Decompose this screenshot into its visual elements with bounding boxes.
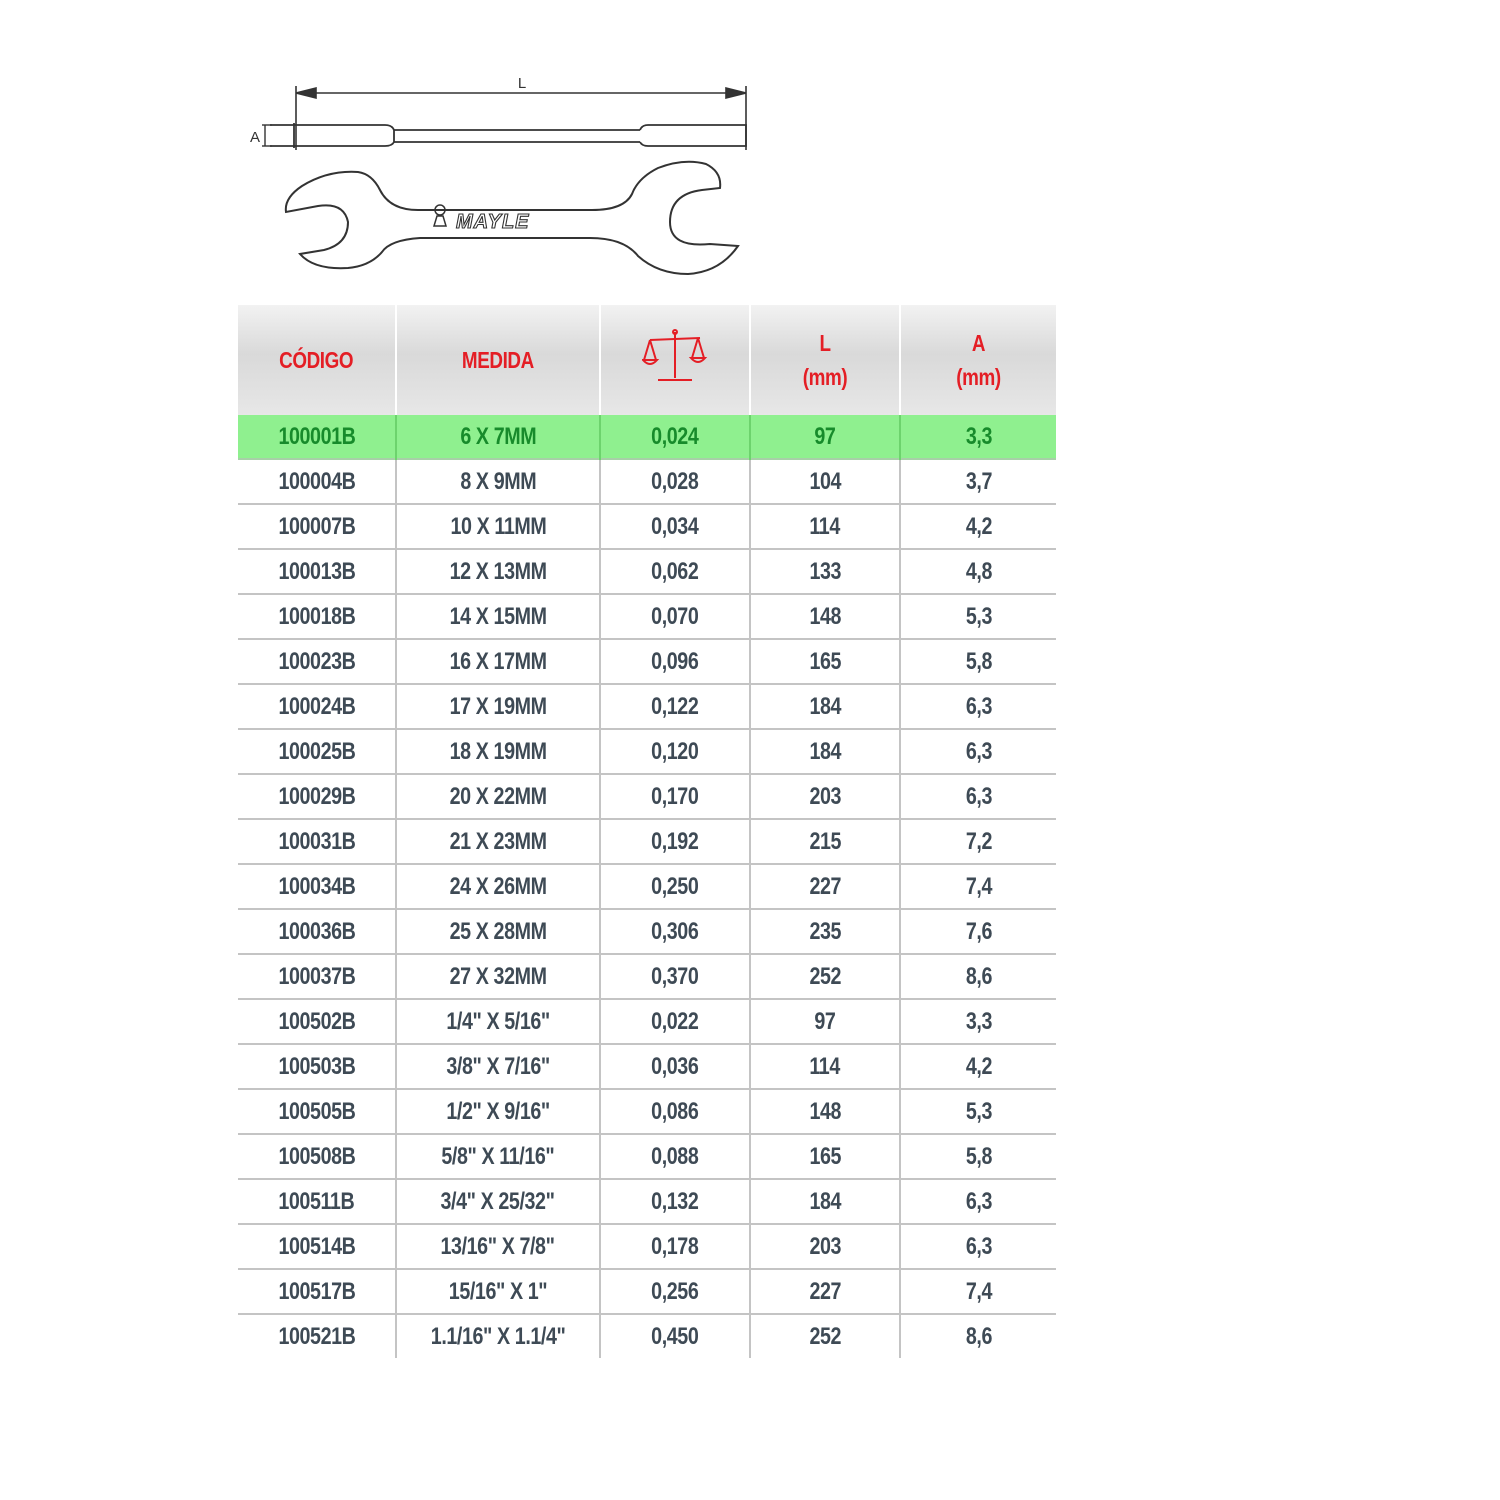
cell-size: 15/16" X 1" (396, 1269, 600, 1314)
cell-thickness: 7,2 (900, 819, 1056, 864)
cell-code: 100024B (238, 684, 396, 729)
cell-length: 104 (750, 459, 900, 504)
cell-code: 100511B (238, 1179, 396, 1224)
cell-weight: 0,036 (600, 1044, 750, 1089)
cell-size: 10 X 11MM (396, 504, 600, 549)
cell-code: 100508B (238, 1134, 396, 1179)
cell-code: 100502B (238, 999, 396, 1044)
cell-size: 1/4" X 5/16" (396, 999, 600, 1044)
cell-code: 100025B (238, 729, 396, 774)
cell-thickness: 5,8 (900, 639, 1056, 684)
cell-weight: 0,028 (600, 459, 750, 504)
cell-length: 215 (750, 819, 900, 864)
cell-code: 100036B (238, 909, 396, 954)
cell-size: 20 X 22MM (396, 774, 600, 819)
cell-thickness: 6,3 (900, 1179, 1056, 1224)
table-row (238, 1314, 1056, 1358)
cell-code: 100004B (238, 459, 396, 504)
cell-thickness: 3,3 (900, 415, 1056, 459)
cell-weight: 0,250 (600, 864, 750, 909)
cell-weight: 0,022 (600, 999, 750, 1044)
cell-length: 148 (750, 594, 900, 639)
cell-weight: 0,070 (600, 594, 750, 639)
cell-length: 148 (750, 1089, 900, 1134)
cell-length: 114 (750, 504, 900, 549)
cell-code: 100031B (238, 819, 396, 864)
cell-size: 18 X 19MM (396, 729, 600, 774)
table-row (238, 1089, 1056, 1134)
cell-size: 3/8" X 7/16" (396, 1044, 600, 1089)
cell-code: 100521B (238, 1314, 396, 1358)
table-row (238, 1179, 1056, 1224)
cell-weight: 0,120 (600, 729, 750, 774)
cell-size: 6 X 7MM (396, 415, 600, 459)
cell-weight: 0,306 (600, 909, 750, 954)
table-row (238, 999, 1056, 1044)
cell-size: 27 X 32MM (396, 954, 600, 999)
cell-thickness: 7,4 (900, 1269, 1056, 1314)
cell-code: 100514B (238, 1224, 396, 1269)
cell-size: 25 X 28MM (396, 909, 600, 954)
cell-length: 227 (750, 864, 900, 909)
table-row (238, 864, 1056, 909)
cell-code: 100503B (238, 1044, 396, 1089)
cell-code: 100505B (238, 1089, 396, 1134)
cell-length: 165 (750, 1134, 900, 1179)
table-row (238, 1224, 1056, 1269)
cell-thickness: 5,3 (900, 594, 1056, 639)
cell-size: 3/4" X 25/32" (396, 1179, 600, 1224)
cell-length: 203 (750, 1224, 900, 1269)
cell-code: 100013B (238, 549, 396, 594)
cell-size: 12 X 13MM (396, 549, 600, 594)
cell-length: 252 (750, 1314, 900, 1358)
cell-code: 100037B (238, 954, 396, 999)
table-row (238, 415, 1056, 459)
table-row (238, 819, 1056, 864)
cell-thickness: 6,3 (900, 729, 1056, 774)
cell-weight: 0,062 (600, 549, 750, 594)
cell-length: 203 (750, 774, 900, 819)
length-label: L (517, 75, 527, 92)
cell-length: 97 (750, 999, 900, 1044)
thickness-dimension (262, 125, 272, 146)
cell-length: 184 (750, 729, 900, 774)
cell-length: 97 (750, 415, 900, 459)
cell-size: 17 X 19MM (396, 684, 600, 729)
svg-text:MAYLE: MAYLE (456, 211, 530, 233)
cell-weight: 0,256 (600, 1269, 750, 1314)
cell-weight: 0,132 (600, 1179, 750, 1224)
cell-length: 252 (750, 954, 900, 999)
cell-size: 5/8" X 11/16" (396, 1134, 600, 1179)
cell-thickness: 4,8 (900, 549, 1056, 594)
cell-weight: 0,096 (600, 639, 750, 684)
cell-size: 24 X 26MM (396, 864, 600, 909)
cell-size: 14 X 15MM (396, 594, 600, 639)
table-row (238, 909, 1056, 954)
cell-length: 184 (750, 1179, 900, 1224)
table-row (238, 1044, 1056, 1089)
cell-thickness: 7,6 (900, 909, 1056, 954)
wrench-diagram (240, 60, 780, 300)
table-row (238, 504, 1056, 549)
wrench-side-profile (270, 123, 746, 148)
table-row (238, 729, 1056, 774)
cell-thickness: 6,3 (900, 774, 1056, 819)
thickness-label: A (250, 129, 261, 146)
table-row (238, 639, 1056, 684)
header-code: CÓDIGO (238, 305, 396, 415)
cell-thickness: 5,8 (900, 1134, 1056, 1179)
cell-weight: 0,450 (600, 1314, 750, 1358)
cell-thickness: 3,7 (900, 459, 1056, 504)
cell-weight: 0,034 (600, 504, 750, 549)
table-row (238, 774, 1056, 819)
cell-size: 1.1/16" X 1.1/4" (396, 1314, 600, 1358)
table-row (238, 549, 1056, 594)
cell-code: 100034B (238, 864, 396, 909)
header-weight (600, 305, 750, 415)
cell-code: 100517B (238, 1269, 396, 1314)
scale-icon (642, 326, 708, 388)
cell-thickness: 5,3 (900, 1089, 1056, 1134)
cell-weight: 0,024 (600, 415, 750, 459)
cell-thickness: 8,6 (900, 1314, 1056, 1358)
cell-size: 1/2" X 9/16" (396, 1089, 600, 1134)
length-dimension (296, 86, 746, 150)
cell-thickness: 4,2 (900, 504, 1056, 549)
cell-code: 100023B (238, 639, 396, 684)
header-length: L (mm) (750, 305, 900, 415)
cell-thickness: 6,3 (900, 1224, 1056, 1269)
cell-thickness: 6,3 (900, 684, 1056, 729)
cell-size: 16 X 17MM (396, 639, 600, 684)
cell-length: 184 (750, 684, 900, 729)
cell-code: 100018B (238, 594, 396, 639)
cell-length: 114 (750, 1044, 900, 1089)
cell-length: 227 (750, 1269, 900, 1314)
cell-size: 8 X 9MM (396, 459, 600, 504)
cell-length: 133 (750, 549, 900, 594)
spec-table (238, 305, 1056, 1358)
cell-thickness: 4,2 (900, 1044, 1056, 1089)
cell-weight: 0,086 (600, 1089, 750, 1134)
cell-thickness: 8,6 (900, 954, 1056, 999)
table-row (238, 954, 1056, 999)
table-row (238, 1269, 1056, 1314)
header-row (238, 305, 1056, 415)
cell-weight: 0,088 (600, 1134, 750, 1179)
cell-size: 13/16" X 7/8" (396, 1224, 600, 1269)
table-row (238, 1134, 1056, 1179)
cell-code: 100001B (238, 415, 396, 459)
cell-weight: 0,122 (600, 684, 750, 729)
cell-code: 100029B (238, 774, 396, 819)
cell-size: 21 X 23MM (396, 819, 600, 864)
cell-weight: 0,192 (600, 819, 750, 864)
cell-weight: 0,370 (600, 954, 750, 999)
cell-thickness: 7,4 (900, 864, 1056, 909)
header-size: MEDIDA (396, 305, 600, 415)
cell-length: 165 (750, 639, 900, 684)
table-row (238, 594, 1056, 639)
cell-weight: 0,170 (600, 774, 750, 819)
cell-code: 100007B (238, 504, 396, 549)
cell-thickness: 3,3 (900, 999, 1056, 1044)
table-row (238, 459, 1056, 504)
table-row (238, 684, 1056, 729)
cell-weight: 0,178 (600, 1224, 750, 1269)
cell-length: 235 (750, 909, 900, 954)
header-thickness: A (mm) (900, 305, 1056, 415)
